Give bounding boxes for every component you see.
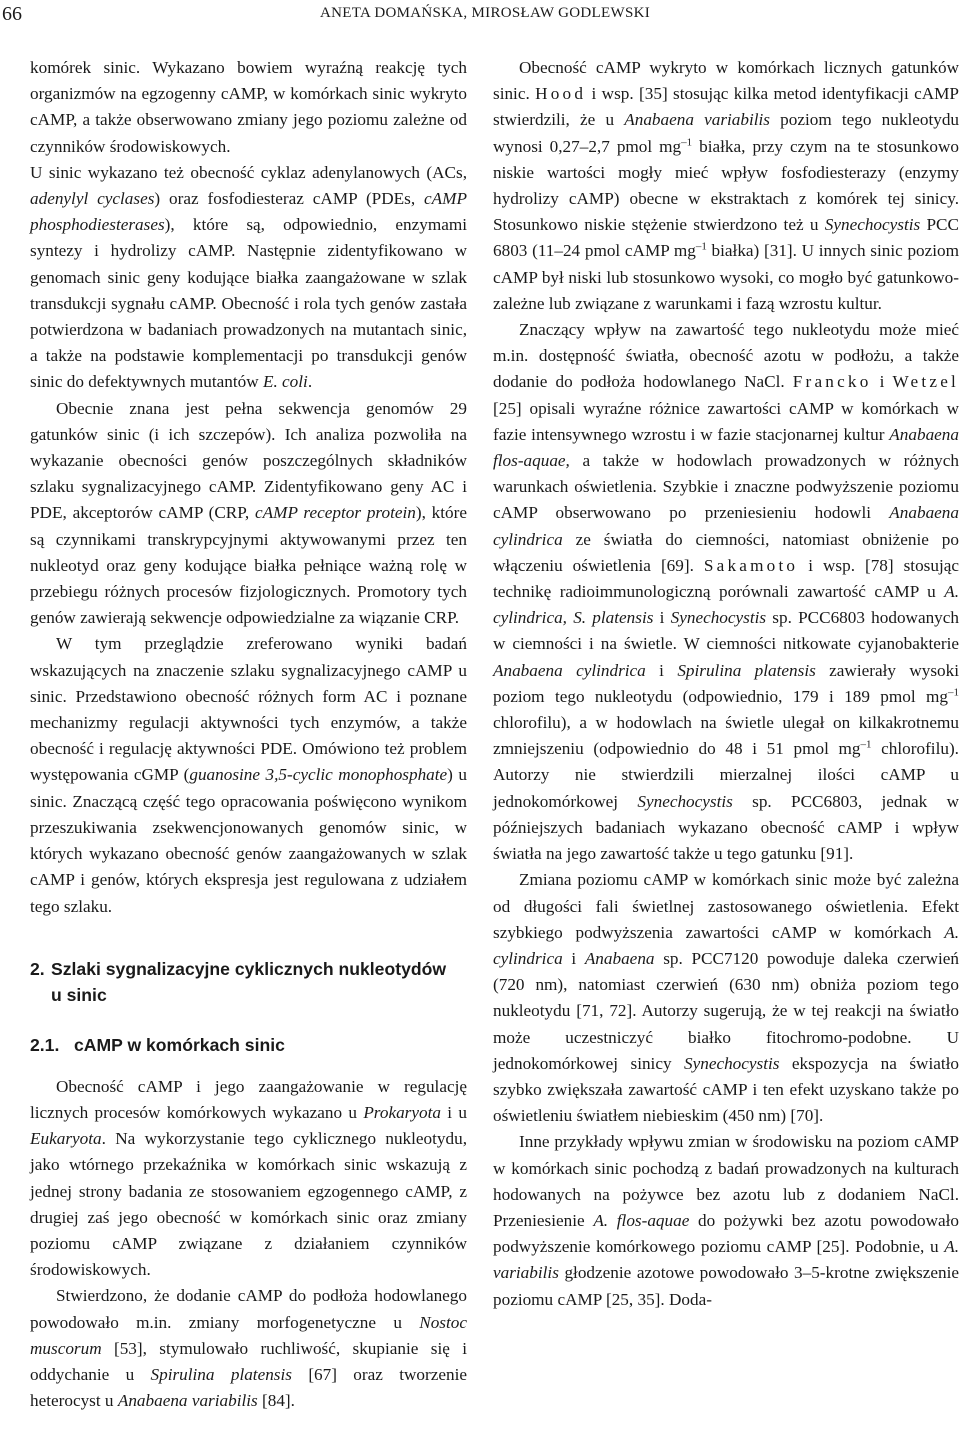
section-title-line-2: u sinic [51, 984, 107, 1005]
paragraph: Obecność cAMP i jego zaangażowanie w regulację licznych procesów komórkowych wykazano u Prokaryota i u Eukaryota. Na wykorzystanie tego cyklicznego nukleotydu, jako wtórnego przekaźnika w komórkach sinic wskazują z jednej strony badania ze stosowaniem egzogennego cAMP, z drugiej zaś jego obecność w komórkach sinic oraz zmiany poziomu cAMP związane z działaniem czynników środowiskowych. [30, 1076, 468, 1280]
paragraph: Zmiana poziomu cAMP w komórkach sinic może być zależna od długości fali świetlnej zastosowanego oświetlenia. Efekt szybkiego podwyższenia zawartości cAMP w komórkach A. cylindrica i Anabaena sp. PCC7120 powoduje daleka czerwień (720 nm), natomiast czerwień (630 nm) obniża poziom tego nukleotydu [71, 72]. Autorzy sugerują, że w tej reakcji na światło może uczestniczyć białko fitochromo-podobne. U jednokomórkowej sinicy Synechocystis ekspozycja na światło szybko zwiększała zawartość cAMP i ten efekt uzyskano także po oświetleniu światłem niebieskim (450 nm) [70]. [493, 870, 959, 1126]
paragraph: W tym przeglądzie zreferowano wyniki badań wskazujących na znaczenie szlaku sygnalizacyjnego cAMP u sinic. Przedstawiono obecność różnych form AC i poznane mechanizmy regulacji aktywności tych enzymów, a także obecność i regulację aktywności PDE. Omówiono też problem występowania cGMP (guanosine 3,5-cyclic monophosphate) u sinic. Znaczącą część tego opracowania poświęcono wynikom przeszukiwania zsekwencjonowanych genomów sinic, w których wykazano obecność genów zaangażowanych w szlak cAMP i genów, których ekspresja jest regulowana z udziałem tego szlaku. [30, 634, 468, 916]
paragraph: Inne przykłady wpływu zmian w środowisku na poziom cAMP w komórkach sinic pochodzą z badań prowadzonych na kulturach hodowanych na pożywce bez azotu lub z dodaniem NaCl. Przeniesienie A. flos-aquae do pożywki bez azotu powodowało podwyższenie komórkowego poziomu cAMP [25]. Podobnie, u A. variabilis głodzenie azotowe powodowało 3–5-krotne zwiększenie poziomu cAMP [25, 35]. Doda- [493, 1132, 959, 1309]
paragraph: komórek sinic. Wykazano bowiem wyraźną reakcję tych organizmów na egzogenny cAMP, w komórkach sinic wykryto cAMP, a także obserwowano zmiany jego poziomu zależne od czynników środowiskowych. [30, 58, 467, 156]
page-header [0, 0, 960, 40]
section-title-line-1: Szlaki sygnalizacyjne cyklicznych nukleotydów [51, 958, 447, 979]
paragraph: Obecnie znana jest pełna sekwencja genomów 29 gatunków sinic (i ich szczepów). Ich analiza pozwoliła na wykazanie obecności genów poszczególnych składników szlaku sygnalizacyjnego cAMP. Zidentyfikowano geny AC i PDE, akceptorów cAMP (CRP, cAMP receptor protein), które są czynnikami transkrypcyjnymi aktywowanymi przez ten nukleotyd oraz geny kodujące białka pełniące ważną rolę w przebiegu różnych procesów fizjologicznych. Promotory tych genów zawierają sekwencje odpowiedzialne za wiązanie CRP. [30, 398, 467, 628]
running-head-authors: ANETA DOMAŃSKA, MIROSŁAW GODLEWSKI [320, 5, 651, 21]
paragraph: Znaczący wpływ na zawartość tego nukleotydu może mieć m.in. dostępność światła, obecność azotu w podłożu, a także dodanie do podłoża hodowlanego NaCl. Francko i Wetzel [25] opisali wyraźne różnice zawartości cAMP w komórkach w fazie intensywnego wzrostu i w fazie stacjonarnej kultur Anabaena flos-aquae, a także w hodowlach prowadzonych w różnych warunkach oświetlenia. Szybkie i znaczne podwyższenie poziomu cAMP obserwowano po przeniesieniu hodowli Anabaena cylindrica ze światła do ciemności, natomiast obniżenie po włączeniu oświetlenia [69]. Sakamoto i wsp. [78] stosując technikę radioimmunologiczną porównali zawartość cAMP u A. cylindrica, S. platensis i Synechocystis sp. PCC6803 hodowanych w ciemności i na świetle. W ciemności nitkowate cyjanobakterie Anabaena cylindrica i Spirulina platensis zawierały wysoki poziom tego nukleotydu (odpowiednio, 179 i 189 pmol $mg^{-1}$ chlorofilu), a w hodowlach na świetle ulegał on kilkakrotnemu zmniejszeniu (odpowiednio do 48 i 51 pmol $mg^{-1}$ chlorofilu). Autorzy nie stwierdzili mierzalnej ilości cAMP u jednokomórkowej Synechocystis sp. PCC6803, jednak w późniejszych badaniach wykazano obecność cAMP i wpływ światła na jego zawartość także u tego gatunku [91]. [493, 320, 960, 864]
right-column [493, 55, 959, 1313]
section-number: 2. [30, 958, 45, 979]
page-number: 66 [2, 3, 22, 25]
section-heading [30, 956, 467, 1008]
paragraph: Obecność cAMP wykryto w komórkach licznych gatunków sinic. Hood i wsp. [35] stosując kilka metod identyfikacji cAMP stwierdzili, że u Anabaena variabilis poziom tego nukleotydu wynosi 0,27–2,7 pmol $mg^{-1}$ białka, przy czym na te stosunkowo niskie wartości mogły mieć wpływ fosfodiesterazy (enzymy hydrolizy cAMP) obecne w ekstraktach z komórek tej sinicy. Stosunkowo niskie stężenie stwierdzono też u Synechocystis PCC 6803 (11–24 pmol cAMP $mg^{-1}$ białka) [31]. U innych sinic poziom cAMP był niski lub stosunkowo wysoki, co mogło być gatunkowo-zależne lub związane z warunkami i fazą wzrostu kultur. [493, 58, 960, 313]
subsection-heading [30, 1032, 467, 1058]
left-column [30, 55, 467, 1414]
subsection-title: cAMP w komórkach sinic [74, 1034, 285, 1055]
paragraph: Stwierdzono, że dodanie cAMP do podłoża hodowlanego powodowało m.in. zmiany morfogenetyczne u Nostoc muscorum [53], stymulowało ruchliwość, skupianie się i oddychanie u Spirulina platensis [67] oraz tworzenie heterocyst u Anabaena variabilis [84]. [30, 1286, 467, 1411]
paragraph: U sinic wykazano też obecność cyklaz adenylanowych (ACs, adenylyl cyclases) oraz fosfodiesteraz cAMP (PDEs, cAMP phosphodiesterases), które są, odpowiednio, enzymami syntezy i hydrolizy cAMP. Następnie zidentyfikowano w genomach sinic geny kodujące białka zaangażowane w szlak transdukcji sygnału cAMP. Obecność i rola tych genów zastała potwierdzona w badaniach prowadzonych na mutantach sinic, a także na podstawie komplementacji po transdukcji genów sinic do defektywnych mutantów E. coli. [30, 162, 467, 392]
subsection-number: 2.1. [30, 1034, 60, 1055]
